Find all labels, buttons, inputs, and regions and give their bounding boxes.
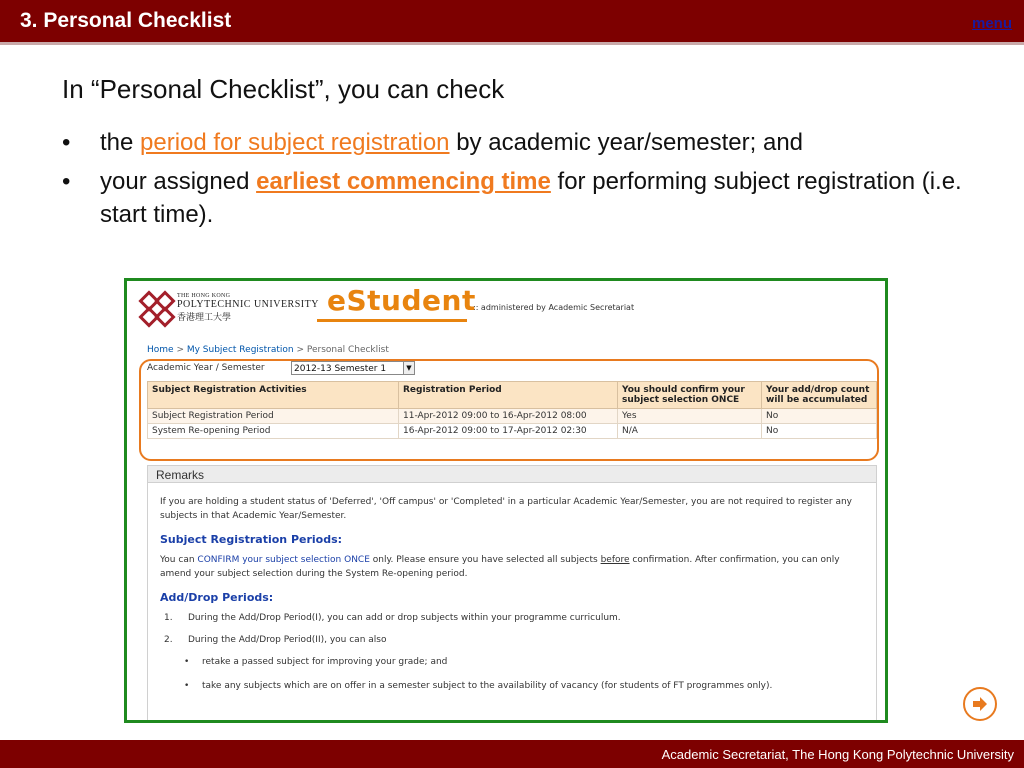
breadcrumb-current: Personal Checklist [306,345,389,355]
chevron-down-icon[interactable]: ▼ [403,362,414,374]
table-header-row [148,382,877,409]
table-cell: No [762,409,877,424]
para-text: You can [160,555,198,565]
confirm-once-link[interactable]: CONFIRM your subject selection ONCE [197,555,370,565]
bullet-text-post: by academic year/semester; and [449,129,804,156]
list-item [160,633,864,647]
column-header: Your add/drop count will be accumulated [762,382,877,409]
table-cell: 11-Apr-2012 09:00 to 16-Apr-2012 08:00 [399,409,618,424]
list-item [160,611,864,625]
periods-paragraph [160,553,864,581]
table-cell: Subject Registration Period [148,409,399,424]
polyu-logo-icon [135,287,179,331]
breadcrumb-home[interactable]: Home [147,345,174,355]
breadcrumb [147,345,389,355]
table-cell: No [762,424,877,439]
bullet-text-pre: the [100,129,141,156]
registration-table [147,381,877,439]
academic-year-label: Academic Year / Semester [147,363,265,373]
periods-heading: Subject Registration Periods: [160,533,343,546]
list-item [160,655,864,669]
column-header: Registration Period [399,382,618,409]
list-text: During the Add/Drop Period(I), you can add or drop subjects within your programme curriculum. [188,613,621,623]
para-text: confirmation. After confirmation, you can only amend your subject selection during the System Re-opening period. [160,555,840,579]
arrow-right-icon [971,695,989,713]
header-underline [317,319,467,322]
estudent-header [127,281,885,339]
bullet-item-period [62,126,962,159]
estudent-screenshot [124,278,888,723]
list-number: 2. [164,635,173,645]
footer-bar [0,740,1024,768]
list-item [160,679,864,693]
sub-bullet: • [184,657,190,667]
commencing-time-link[interactable]: earliest commencing time [256,168,551,195]
table-cell: Yes [618,409,762,424]
academic-year-value: 2012-13 Semester 1 [294,364,387,374]
adddrop-heading: Add/Drop Periods: [160,591,274,604]
university-name [177,293,319,323]
breadcrumb-sep: > [173,345,187,355]
title-bar [0,0,1024,45]
intro-heading: In “Personal Checklist”, you can check [62,74,505,104]
sub-bullet: • [184,681,190,691]
table-row [148,424,877,439]
table-cell: N/A [618,424,762,439]
list-text: retake a passed subject for improving your grade; and [202,657,448,667]
remarks-status-note: If you are holding a student status of 'Deferred', 'Off campus' or 'Completed' in a particular Academic Year/Semester, you are not required to register any subjects in that Academic Year/Semester. [160,497,853,521]
before-underlined: before [600,555,630,565]
university-line1: THE HONG KONG [177,293,231,299]
table-row [148,409,877,424]
slide-title: 3. Personal Checklist [20,9,232,32]
remarks-title: Remarks [147,465,877,483]
table-cell: System Re-opening Period [148,424,399,439]
list-text: take any subjects which are on offer in a semester subject to the availability of vacancy (for students of FT programmes only). [202,681,773,691]
footer-text: Academic Secretariat, The Hong Kong Polytechnic University [661,747,1014,762]
para-text: only. Please ensure you have selected all subjects [369,555,601,565]
next-slide-button[interactable] [963,687,997,721]
university-line2: POLYTECHNIC UNIVERSITY [177,299,319,310]
breadcrumb-my-registration[interactable]: My Subject Registration [186,345,294,355]
estudent-logo: eStudent [327,284,476,317]
bullet-item-commencing [62,165,962,231]
intro-bullets [62,126,962,237]
breadcrumb-sep: > [293,345,307,355]
administered-by: :: administered by Academic Secretariat [473,303,635,312]
list-number: 1. [164,613,173,623]
bullet-dot: • [62,129,71,156]
remarks-body [147,483,877,723]
list-text: During the Add/Drop Period(II), you can also [188,635,387,645]
column-header: You should confirm your subject selection ONCE [618,382,762,409]
column-header: Subject Registration Activities [148,382,399,409]
academic-year-select[interactable] [291,361,415,375]
period-link[interactable]: period for subject registration [140,129,450,156]
bullet-text-pre: your assigned [100,168,257,195]
bullet-dot: • [62,168,71,195]
menu-link[interactable]: menu [971,15,1012,32]
bullet-text-post: for performing subject registration (i.e. start time). [100,168,962,228]
table-cell: 16-Apr-2012 09:00 to 17-Apr-2012 02:30 [399,424,618,439]
university-line3: 香港理工大學 [177,312,232,322]
